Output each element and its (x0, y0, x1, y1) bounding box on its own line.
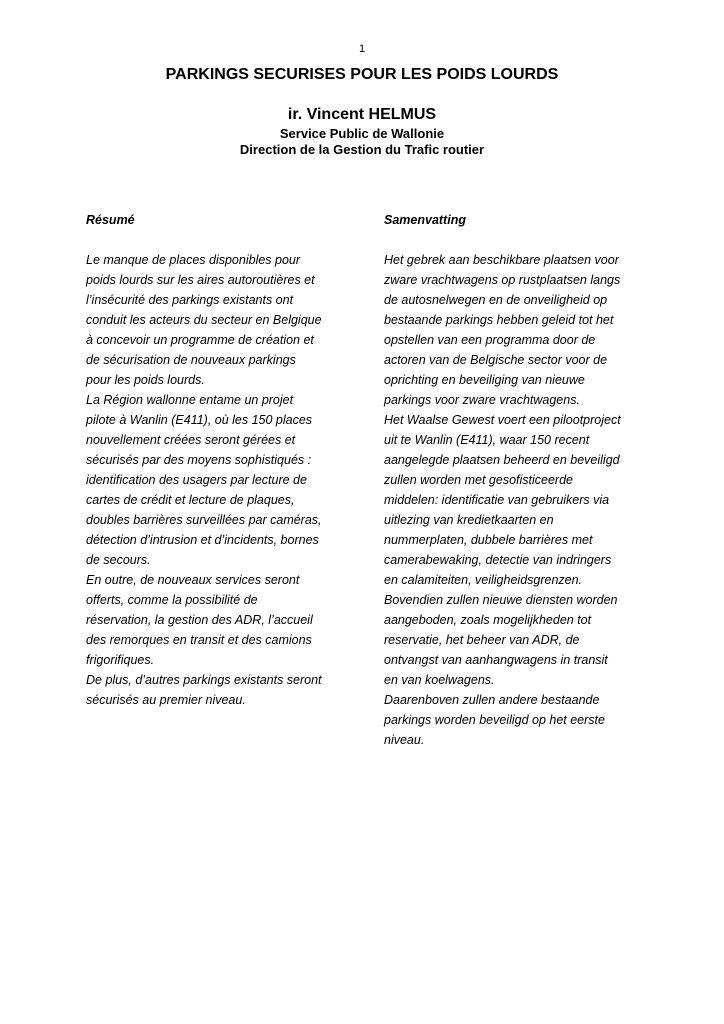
text-line: frigorifiques. (86, 653, 155, 667)
text-line: en calamiteiten, veiligheidsgrenzen. (384, 573, 583, 587)
text-line: parkings worden beveiligd op het eerste (384, 713, 605, 727)
text-line: aangelegde plaatsen beheerd en beveiligd (384, 453, 620, 467)
text-line: doubles barrières surveillées par caméras, (86, 513, 322, 527)
text-line: nouvellement créées seront gérées et (86, 433, 296, 447)
text-line: opstellen van een programma door de (384, 333, 596, 347)
text-line: Daarenboven zullen andere bestaande (384, 693, 600, 707)
text-line: La Région wallonne entame un projet (86, 393, 294, 407)
text-line: des remorques en transit et des camions (86, 633, 312, 647)
text-line: à concevoir un programme de création et (86, 333, 314, 347)
organization-name: Service Public de Wallonie (279, 126, 445, 141)
text-line: aangeboden, zoals mogelijkheden tot (384, 613, 592, 627)
text-line: uitlezing van kredietkaarten en (384, 513, 554, 527)
text-line: identification des usagers par lecture de (86, 473, 307, 487)
text-line: actoren van de Belgische sector voor de (384, 353, 608, 367)
text-line: cartes de crédit et lecture de plaques, (86, 493, 295, 507)
text-line: Het Waalse Gewest voert een pilootproject (384, 413, 621, 427)
abstract-french-body (86, 250, 348, 710)
text-line: camerabewaking, detectie van indringers (384, 553, 612, 567)
text-line: zware vrachtwagens op rustplaatsen langs (384, 273, 621, 287)
author-name: ir. Vincent HELMUS (287, 106, 437, 123)
text-line: middelen: identificatie van gebruikers via (384, 493, 610, 507)
text-line: De plus, d’autres parkings existants seront (86, 673, 322, 687)
text-line: de autosnelwegen en de onveiligheid op (384, 293, 608, 307)
text-line: Het gebrek aan beschikbare plaatsen voor (384, 253, 619, 267)
text-line: nummerplaten, dubbele barrières met (384, 533, 593, 547)
text-line: poids lourds sur les aires autoroutières et (86, 273, 315, 287)
text-line: uit te Wanlin (E411), waar 150 recent (384, 433, 590, 447)
text-line: sécurisés au premier niveau. (86, 693, 246, 707)
text-line: offerts, comme la possibilité de (86, 593, 258, 607)
abstract-dutch (384, 210, 646, 750)
text-line: conduit les acteurs du secteur en Belgique (86, 313, 322, 327)
text-line: en van koelwagens. (384, 673, 495, 687)
text-line: reservatie, het beheer van ADR, de (384, 633, 580, 647)
text-line: sécurisés par des moyens sophistiqués : (86, 453, 312, 467)
text-line: Le manque de places disponibles pour (86, 253, 301, 267)
text-line: l’insécurité des parkings existants ont (86, 293, 294, 307)
text-line: niveau. (384, 733, 425, 747)
text-line: de secours. (86, 553, 151, 567)
text-line: Bovendien zullen nieuwe diensten worden (384, 593, 618, 607)
text-line: oprichting en beveiliging van nieuwe (384, 373, 585, 387)
document-title: PARKINGS SECURISES POUR LES POIDS LOURDS (165, 66, 559, 83)
text-line: pour les poids lourds. (86, 373, 205, 387)
department-name: Direction de la Gestion du Trafic routier (239, 142, 485, 157)
text-line: parkings voor zware vrachtwagens. (384, 393, 580, 407)
abstract-dutch-body (384, 250, 646, 750)
text-line: détection d’intrusion et d’incidents, bornes (86, 533, 319, 547)
text-line: zullen worden met gesofisticeerde (384, 473, 573, 487)
page-number: 1 (358, 43, 366, 55)
text-line: En outre, de nouveaux services seront (86, 573, 300, 587)
text-line: réservation, la gestion des ADR, l’accueil (86, 613, 313, 627)
text-line: ontvangst van aanhangwagens in transit (384, 653, 608, 667)
abstract-dutch-heading: Samenvatting (384, 213, 466, 227)
text-line: bestaande parkings hebben geleid tot het (384, 313, 614, 327)
text-line: de sécurisation de nouveaux parkings (86, 353, 296, 367)
abstract-french-heading: Résumé (86, 213, 135, 227)
text-line: pilote à Wanlin (E411), où les 150 places (86, 413, 313, 427)
abstract-french (86, 210, 348, 710)
